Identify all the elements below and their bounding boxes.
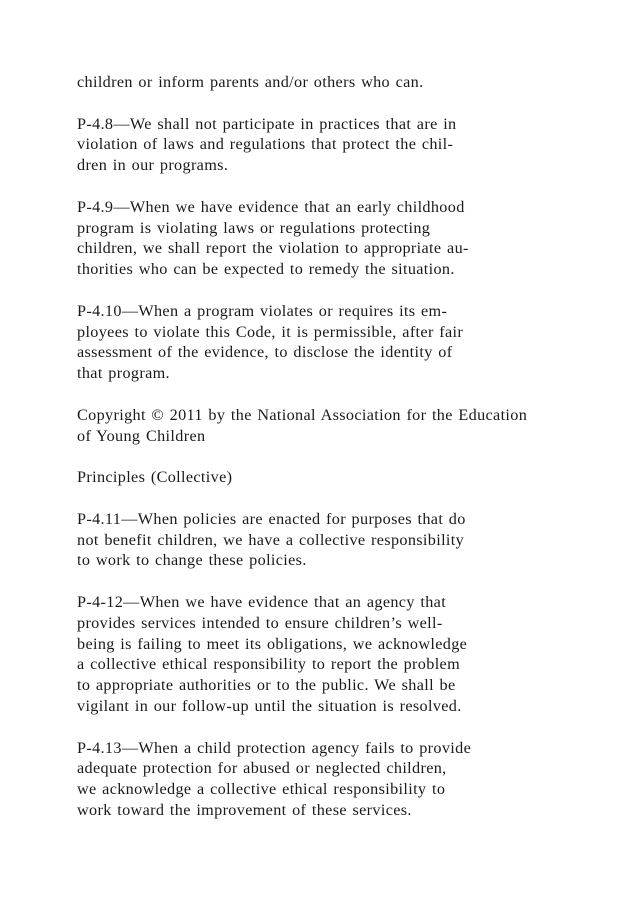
text-line: P-4.11—When policies are enacted for purposes that do xyxy=(77,509,466,528)
text-line: provides services intended to ensure children’s well- xyxy=(77,613,443,632)
text-line: vigilant in our follow-up until the situation is resolved. xyxy=(77,696,462,715)
text-line: being is failing to meet its obligations, we acknowledge xyxy=(77,634,468,653)
section-heading-principles-collective xyxy=(77,467,597,488)
copyright-notice xyxy=(77,405,597,447)
paragraph-p-4-12 xyxy=(77,592,597,717)
text-line: a collective ethical responsibility to report the problem xyxy=(77,655,461,674)
paragraph-p-4-9 xyxy=(77,197,597,280)
text-line: that program. xyxy=(77,364,170,383)
text-line: dren in our programs. xyxy=(77,156,229,175)
paragraph-p-4-10 xyxy=(77,301,597,384)
text-line: P-4-12—When we have evidence that an agency that xyxy=(77,592,447,611)
paragraph-intro-continued xyxy=(77,72,597,93)
text-line: to appropriate authorities or to the public. We shall be xyxy=(77,676,456,695)
text-line: Copyright © 2011 by the National Association for the Education xyxy=(77,405,528,424)
text-line: not benefit children, we have a collective responsibility xyxy=(77,530,465,549)
document-page xyxy=(77,72,597,841)
text-line: children or inform parents and/or others who can. xyxy=(77,73,424,91)
text-line: Principles (Collective) xyxy=(77,468,233,487)
text-line: P-4.8—We shall not participate in practices that are in xyxy=(77,114,457,133)
text-line: thorities who can be expected to remedy the situation. xyxy=(77,260,455,279)
text-line: work toward the improvement of these services. xyxy=(77,800,412,819)
text-line: P-4.13—When a child protection agency fails to provide xyxy=(77,738,472,757)
text-line: to work to change these policies. xyxy=(77,551,307,570)
text-line: of Young Children xyxy=(77,426,206,445)
paragraph-p-4-11 xyxy=(77,509,597,571)
text-line: children, we shall report the violation to appropriate au- xyxy=(77,239,469,258)
text-line: P-4.9—When we have evidence that an early childhood xyxy=(77,197,465,216)
text-line: assessment of the evidence, to disclose the identity of xyxy=(77,343,453,362)
text-line: violation of laws and regulations that protect the chil- xyxy=(77,135,454,154)
text-line: ployees to violate this Code, it is permissible, after fair xyxy=(77,322,464,341)
text-line: adequate protection for abused or neglected children, xyxy=(77,759,447,778)
paragraph-p-4-13 xyxy=(77,738,597,821)
text-line: P-4.10—When a program violates or requires its em- xyxy=(77,301,448,320)
paragraph-p-4-8 xyxy=(77,114,597,176)
text-line: program is violating laws or regulations protecting xyxy=(77,218,431,237)
text-line: we acknowledge a collective ethical responsibility to xyxy=(77,780,446,799)
